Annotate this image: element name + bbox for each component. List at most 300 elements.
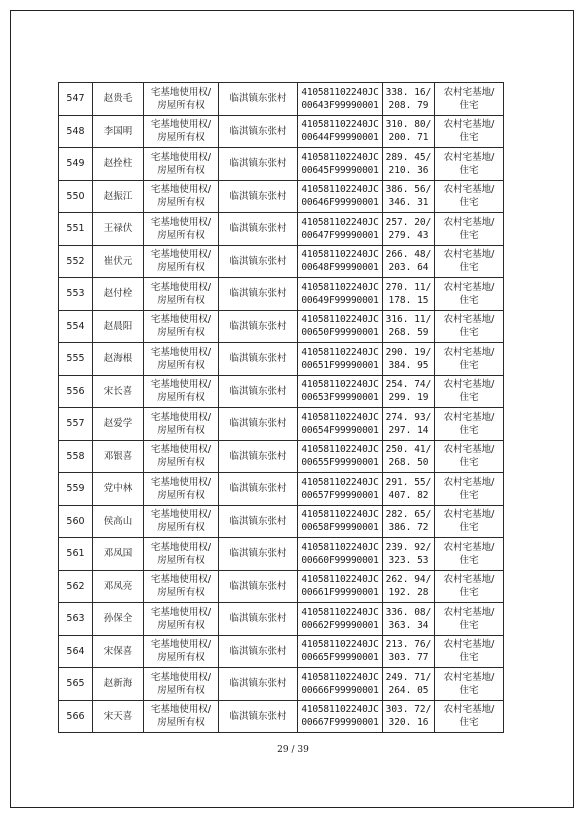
unit-code-cell-line: 00657F99990001 <box>301 489 379 501</box>
row-number-cell: 552 <box>59 245 93 278</box>
page-number: 29 / 39 <box>277 745 309 755</box>
land-use-cell <box>435 603 504 636</box>
owner-name-cell: 孙保全 <box>93 603 144 636</box>
area-cell-line: 239. 92/ <box>385 541 432 553</box>
area-cell <box>383 375 435 408</box>
area-cell-line: 290. 19/ <box>385 346 432 358</box>
owner-name-cell: 邓凤亮 <box>93 570 144 603</box>
area-cell-line: 257. 20/ <box>385 216 432 228</box>
land-use-cell-line: 农村宅基地/ <box>443 249 495 261</box>
area-cell-line: 303. 72/ <box>385 704 432 716</box>
land-use-cell-line: 住宅 <box>459 294 479 306</box>
land-use-cell-line: 住宅 <box>459 554 479 566</box>
table-row <box>59 180 504 213</box>
owner-name-cell: 王禄伏 <box>93 213 144 246</box>
right-type-cell <box>144 180 219 213</box>
unit-code-cell-line: 00661F99990001 <box>301 587 379 599</box>
land-use-cell <box>435 505 504 538</box>
area-cell-line: 336. 08/ <box>385 606 432 618</box>
area-cell-line: 384. 95 <box>388 359 429 371</box>
unit-code-cell-line: 410581102240JC <box>301 704 379 716</box>
land-use-cell-line: 住宅 <box>459 424 479 436</box>
row-number-cell: 547 <box>59 83 93 116</box>
unit-code-cell-line: 410581102240JC <box>301 119 379 131</box>
area-cell <box>383 538 435 571</box>
land-use-cell-line: 农村宅基地/ <box>443 411 495 423</box>
row-number-cell: 554 <box>59 310 93 343</box>
area-cell <box>383 408 435 441</box>
owner-name-cell: 宋长喜 <box>93 375 144 408</box>
row-number-cell: 551 <box>59 213 93 246</box>
land-use-cell-line: 农村宅基地/ <box>443 379 495 391</box>
area-cell <box>383 668 435 701</box>
area-cell-line: 320. 16 <box>388 717 429 729</box>
area-cell <box>383 245 435 278</box>
table-row <box>59 700 504 733</box>
right-type-cell-line: 宅基地使用权/ <box>150 314 212 326</box>
area-cell <box>383 635 435 668</box>
unit-code-cell-line: 00650F99990001 <box>301 327 379 339</box>
unit-code-cell <box>298 603 383 636</box>
unit-code-cell <box>298 115 383 148</box>
land-use-cell-line: 农村宅基地/ <box>443 346 495 358</box>
unit-code-cell-line: 00643F99990001 <box>301 99 379 111</box>
area-cell-line: 266. 48/ <box>385 249 432 261</box>
land-use-cell <box>435 245 504 278</box>
area-cell <box>383 343 435 376</box>
owner-name-cell: 赵新海 <box>93 668 144 701</box>
land-use-cell-line: 农村宅基地/ <box>443 444 495 456</box>
unit-code-cell-line: 410581102240JC <box>301 444 379 456</box>
location-cell: 临淇镇东张村 <box>219 245 298 278</box>
land-use-cell <box>435 180 504 213</box>
row-number-cell: 563 <box>59 603 93 636</box>
unit-code-cell-line: 410581102240JC <box>301 281 379 293</box>
unit-code-cell <box>298 310 383 343</box>
right-type-cell-line: 房屋所有权 <box>157 99 205 111</box>
unit-code-cell-line: 00647F99990001 <box>301 229 379 241</box>
area-cell-line: 407. 82 <box>388 489 429 501</box>
location-cell: 临淇镇东张村 <box>219 115 298 148</box>
area-cell <box>383 570 435 603</box>
right-type-cell <box>144 668 219 701</box>
land-use-cell-line: 农村宅基地/ <box>443 639 495 651</box>
area-cell <box>383 440 435 473</box>
unit-code-cell <box>298 668 383 701</box>
area-cell <box>383 115 435 148</box>
owner-name-cell: 邓凤国 <box>93 538 144 571</box>
land-use-cell-line: 农村宅基地/ <box>443 704 495 716</box>
area-cell-line: 200. 71 <box>388 132 429 144</box>
right-type-cell-line: 房屋所有权 <box>157 587 205 599</box>
right-type-cell-line: 房屋所有权 <box>157 327 205 339</box>
unit-code-cell-line: 00660F99990001 <box>301 554 379 566</box>
land-use-cell <box>435 700 504 733</box>
row-number-cell: 553 <box>59 278 93 311</box>
unit-code-cell <box>298 473 383 506</box>
right-type-cell-line: 宅基地使用权/ <box>150 574 212 586</box>
area-cell <box>383 473 435 506</box>
table-row <box>59 213 504 246</box>
land-use-cell-line: 住宅 <box>459 327 479 339</box>
unit-code-cell-line: 00646F99990001 <box>301 197 379 209</box>
right-type-cell-line: 房屋所有权 <box>157 619 205 631</box>
table-row <box>59 570 504 603</box>
right-type-cell <box>144 213 219 246</box>
location-cell: 临淇镇东张村 <box>219 505 298 538</box>
area-cell-line: 268. 50 <box>388 457 429 469</box>
owner-name-cell: 宋保喜 <box>93 635 144 668</box>
location-cell: 临淇镇东张村 <box>219 148 298 181</box>
unit-code-cell-line: 00649F99990001 <box>301 294 379 306</box>
location-cell: 临淇镇东张村 <box>219 473 298 506</box>
land-use-cell-line: 农村宅基地/ <box>443 216 495 228</box>
right-type-cell <box>144 148 219 181</box>
right-type-cell-line: 房屋所有权 <box>157 457 205 469</box>
unit-code-cell-line: 410581102240JC <box>301 346 379 358</box>
area-cell-line: 178. 15 <box>388 294 429 306</box>
right-type-cell-line: 宅基地使用权/ <box>150 346 212 358</box>
unit-code-cell-line: 00653F99990001 <box>301 392 379 404</box>
right-type-cell-line: 宅基地使用权/ <box>150 184 212 196</box>
area-cell-line: 210. 36 <box>388 164 429 176</box>
unit-code-cell <box>298 278 383 311</box>
unit-code-cell-line: 00667F99990001 <box>301 717 379 729</box>
land-use-cell-line: 住宅 <box>459 164 479 176</box>
land-use-cell-line: 住宅 <box>459 522 479 534</box>
land-use-cell-line: 住宅 <box>459 229 479 241</box>
land-use-cell-line: 农村宅基地/ <box>443 314 495 326</box>
right-type-cell <box>144 245 219 278</box>
table-row <box>59 635 504 668</box>
location-cell: 临淇镇东张村 <box>219 440 298 473</box>
land-use-cell <box>435 213 504 246</box>
land-use-cell <box>435 343 504 376</box>
right-type-cell-line: 房屋所有权 <box>157 652 205 664</box>
area-cell-line: 291. 55/ <box>385 476 432 488</box>
unit-code-cell-line: 00651F99990001 <box>301 359 379 371</box>
owner-name-cell: 崔伏元 <box>93 245 144 278</box>
records-table <box>58 82 504 733</box>
area-cell-line: 303. 77 <box>388 652 429 664</box>
right-type-cell <box>144 408 219 441</box>
unit-code-cell <box>298 375 383 408</box>
location-cell: 临淇镇东张村 <box>219 570 298 603</box>
owner-name-cell: 赵拴柱 <box>93 148 144 181</box>
table-row <box>59 505 504 538</box>
right-type-cell <box>144 603 219 636</box>
location-cell: 临淇镇东张村 <box>219 83 298 116</box>
unit-code-cell-line: 410581102240JC <box>301 86 379 98</box>
location-cell: 临淇镇东张村 <box>219 213 298 246</box>
right-type-cell <box>144 538 219 571</box>
land-use-cell-line: 农村宅基地/ <box>443 606 495 618</box>
row-number-cell: 549 <box>59 148 93 181</box>
area-cell <box>383 278 435 311</box>
row-number-cell: 556 <box>59 375 93 408</box>
land-use-cell <box>435 538 504 571</box>
right-type-cell <box>144 440 219 473</box>
table-row <box>59 115 504 148</box>
right-type-cell-line: 宅基地使用权/ <box>150 216 212 228</box>
right-type-cell-line: 房屋所有权 <box>157 554 205 566</box>
land-use-cell <box>435 668 504 701</box>
table-row <box>59 440 504 473</box>
unit-code-cell <box>298 343 383 376</box>
right-type-cell-line: 房屋所有权 <box>157 392 205 404</box>
unit-code-cell-line: 00655F99990001 <box>301 457 379 469</box>
right-type-cell <box>144 700 219 733</box>
area-cell-line: 213. 76/ <box>385 639 432 651</box>
area-cell-line: 316. 11/ <box>385 314 432 326</box>
area-cell-line: 289. 45/ <box>385 151 432 163</box>
unit-code-cell-line: 410581102240JC <box>301 249 379 261</box>
unit-code-cell <box>298 245 383 278</box>
unit-code-cell-line: 410581102240JC <box>301 574 379 586</box>
row-number-cell: 561 <box>59 538 93 571</box>
right-type-cell-line: 房屋所有权 <box>157 262 205 274</box>
right-type-cell-line: 房屋所有权 <box>157 229 205 241</box>
row-number-cell: 557 <box>59 408 93 441</box>
right-type-cell-line: 房屋所有权 <box>157 294 205 306</box>
land-use-cell <box>435 148 504 181</box>
land-use-cell-line: 农村宅基地/ <box>443 184 495 196</box>
location-cell: 临淇镇东张村 <box>219 700 298 733</box>
unit-code-cell-line: 00645F99990001 <box>301 164 379 176</box>
right-type-cell-line: 宅基地使用权/ <box>150 444 212 456</box>
right-type-cell-line: 房屋所有权 <box>157 132 205 144</box>
land-use-cell <box>435 570 504 603</box>
owner-name-cell: 李国明 <box>93 115 144 148</box>
land-use-cell-line: 住宅 <box>459 262 479 274</box>
unit-code-cell-line: 410581102240JC <box>301 184 379 196</box>
unit-code-cell-line: 00644F99990001 <box>301 132 379 144</box>
area-cell-line: 310. 80/ <box>385 119 432 131</box>
owner-name-cell: 赵晨阳 <box>93 310 144 343</box>
land-use-cell-line: 农村宅基地/ <box>443 476 495 488</box>
owner-name-cell: 赵海根 <box>93 343 144 376</box>
land-use-cell-line: 农村宅基地/ <box>443 119 495 131</box>
right-type-cell <box>144 473 219 506</box>
area-cell-line: 346. 31 <box>388 197 429 209</box>
land-use-cell-line: 农村宅基地/ <box>443 541 495 553</box>
land-use-cell-line: 住宅 <box>459 652 479 664</box>
area-cell-line: 386. 56/ <box>385 184 432 196</box>
unit-code-cell-line: 00666F99990001 <box>301 684 379 696</box>
land-use-cell-line: 住宅 <box>459 619 479 631</box>
right-type-cell <box>144 570 219 603</box>
owner-name-cell: 宋天喜 <box>93 700 144 733</box>
area-cell <box>383 700 435 733</box>
right-type-cell-line: 房屋所有权 <box>157 489 205 501</box>
owner-name-cell: 赵爱学 <box>93 408 144 441</box>
area-cell-line: 282. 65/ <box>385 509 432 521</box>
land-use-cell <box>435 83 504 116</box>
row-number-cell: 555 <box>59 343 93 376</box>
land-use-cell <box>435 278 504 311</box>
right-type-cell-line: 房屋所有权 <box>157 717 205 729</box>
area-cell-line: 299. 19 <box>388 392 429 404</box>
land-use-cell-line: 农村宅基地/ <box>443 574 495 586</box>
unit-code-cell-line: 410581102240JC <box>301 379 379 391</box>
right-type-cell-line: 宅基地使用权/ <box>150 119 212 131</box>
land-use-cell-line: 农村宅基地/ <box>443 281 495 293</box>
area-cell-line: 338. 16/ <box>385 86 432 98</box>
land-use-cell-line: 住宅 <box>459 684 479 696</box>
right-type-cell <box>144 310 219 343</box>
row-number-cell: 550 <box>59 180 93 213</box>
area-cell <box>383 83 435 116</box>
land-use-cell-line: 住宅 <box>459 359 479 371</box>
right-type-cell-line: 房屋所有权 <box>157 424 205 436</box>
owner-name-cell: 赵振江 <box>93 180 144 213</box>
unit-code-cell <box>298 505 383 538</box>
area-cell-line: 264. 05 <box>388 684 429 696</box>
right-type-cell-line: 宅基地使用权/ <box>150 86 212 98</box>
area-cell-line: 323. 53 <box>388 554 429 566</box>
right-type-cell-line: 房屋所有权 <box>157 197 205 209</box>
location-cell: 临淇镇东张村 <box>219 310 298 343</box>
area-cell-line: 268. 59 <box>388 327 429 339</box>
right-type-cell <box>144 115 219 148</box>
area-cell <box>383 213 435 246</box>
right-type-cell-line: 宅基地使用权/ <box>150 151 212 163</box>
unit-code-cell <box>298 148 383 181</box>
right-type-cell <box>144 635 219 668</box>
land-use-cell-line: 住宅 <box>459 99 479 111</box>
area-cell-line: 270. 11/ <box>385 281 432 293</box>
owner-name-cell: 党中林 <box>93 473 144 506</box>
unit-code-cell-line: 410581102240JC <box>301 216 379 228</box>
land-use-cell <box>435 635 504 668</box>
row-number-cell: 548 <box>59 115 93 148</box>
unit-code-cell-line: 410581102240JC <box>301 151 379 163</box>
row-number-cell: 564 <box>59 635 93 668</box>
unit-code-cell <box>298 635 383 668</box>
table-row <box>59 538 504 571</box>
land-use-cell-line: 农村宅基地/ <box>443 151 495 163</box>
area-cell-line: 262. 94/ <box>385 574 432 586</box>
location-cell: 临淇镇东张村 <box>219 635 298 668</box>
owner-name-cell: 赵付栓 <box>93 278 144 311</box>
land-use-cell-line: 住宅 <box>459 587 479 599</box>
owner-name-cell: 赵贵毛 <box>93 83 144 116</box>
table-row <box>59 245 504 278</box>
right-type-cell-line: 房屋所有权 <box>157 522 205 534</box>
row-number-cell: 566 <box>59 700 93 733</box>
unit-code-cell-line: 00665F99990001 <box>301 652 379 664</box>
location-cell: 临淇镇东张村 <box>219 343 298 376</box>
unit-code-cell <box>298 213 383 246</box>
land-use-cell-line: 住宅 <box>459 392 479 404</box>
right-type-cell <box>144 505 219 538</box>
land-use-cell-line: 住宅 <box>459 717 479 729</box>
unit-code-cell <box>298 180 383 213</box>
location-cell: 临淇镇东张村 <box>219 408 298 441</box>
table-row <box>59 278 504 311</box>
right-type-cell <box>144 83 219 116</box>
table-row <box>59 408 504 441</box>
area-cell <box>383 148 435 181</box>
table-row <box>59 148 504 181</box>
area-cell-line: 250. 41/ <box>385 444 432 456</box>
area-cell <box>383 505 435 538</box>
unit-code-cell-line: 00654F99990001 <box>301 424 379 436</box>
unit-code-cell <box>298 570 383 603</box>
unit-code-cell <box>298 408 383 441</box>
area-cell-line: 279. 43 <box>388 229 429 241</box>
table-row <box>59 473 504 506</box>
land-use-cell-line: 住宅 <box>459 457 479 469</box>
right-type-cell-line: 宅基地使用权/ <box>150 639 212 651</box>
area-cell-line: 208. 79 <box>388 99 429 111</box>
right-type-cell-line: 宅基地使用权/ <box>150 379 212 391</box>
land-use-cell-line: 住宅 <box>459 489 479 501</box>
land-use-cell-line: 住宅 <box>459 197 479 209</box>
unit-code-cell-line: 00662F99990001 <box>301 619 379 631</box>
unit-code-cell-line: 410581102240JC <box>301 314 379 326</box>
unit-code-cell <box>298 700 383 733</box>
area-cell-line: 203. 64 <box>388 262 429 274</box>
records-table-body <box>59 83 504 733</box>
unit-code-cell-line: 00648F99990001 <box>301 262 379 274</box>
right-type-cell-line: 房屋所有权 <box>157 684 205 696</box>
right-type-cell-line: 宅基地使用权/ <box>150 509 212 521</box>
right-type-cell-line: 宅基地使用权/ <box>150 671 212 683</box>
location-cell: 临淇镇东张村 <box>219 668 298 701</box>
right-type-cell <box>144 343 219 376</box>
row-number-cell: 562 <box>59 570 93 603</box>
area-cell <box>383 603 435 636</box>
right-type-cell-line: 宅基地使用权/ <box>150 281 212 293</box>
table-row <box>59 603 504 636</box>
area-cell-line: 192. 28 <box>388 587 429 599</box>
area-cell <box>383 180 435 213</box>
location-cell: 临淇镇东张村 <box>219 603 298 636</box>
right-type-cell-line: 宅基地使用权/ <box>150 476 212 488</box>
unit-code-cell-line: 410581102240JC <box>301 606 379 618</box>
owner-name-cell: 邓银喜 <box>93 440 144 473</box>
area-cell-line: 363. 34 <box>388 619 429 631</box>
land-use-cell-line: 农村宅基地/ <box>443 509 495 521</box>
unit-code-cell-line: 410581102240JC <box>301 411 379 423</box>
table-row <box>59 310 504 343</box>
land-use-cell <box>435 115 504 148</box>
land-use-cell <box>435 375 504 408</box>
table-row <box>59 343 504 376</box>
land-use-cell-line: 住宅 <box>459 132 479 144</box>
location-cell: 临淇镇东张村 <box>219 278 298 311</box>
table-row <box>59 375 504 408</box>
unit-code-cell <box>298 440 383 473</box>
right-type-cell-line: 宅基地使用权/ <box>150 249 212 261</box>
row-number-cell: 559 <box>59 473 93 506</box>
location-cell: 临淇镇东张村 <box>219 538 298 571</box>
unit-code-cell <box>298 538 383 571</box>
table-row <box>59 668 504 701</box>
row-number-cell: 560 <box>59 505 93 538</box>
area-cell-line: 386. 72 <box>388 522 429 534</box>
area-cell <box>383 310 435 343</box>
right-type-cell-line: 宅基地使用权/ <box>150 606 212 618</box>
unit-code-cell-line: 00658F99990001 <box>301 522 379 534</box>
unit-code-cell-line: 410581102240JC <box>301 671 379 683</box>
owner-name-cell: 侯高山 <box>93 505 144 538</box>
row-number-cell: 565 <box>59 668 93 701</box>
location-cell: 临淇镇东张村 <box>219 375 298 408</box>
land-use-cell-line: 农村宅基地/ <box>443 671 495 683</box>
location-cell: 临淇镇东张村 <box>219 180 298 213</box>
